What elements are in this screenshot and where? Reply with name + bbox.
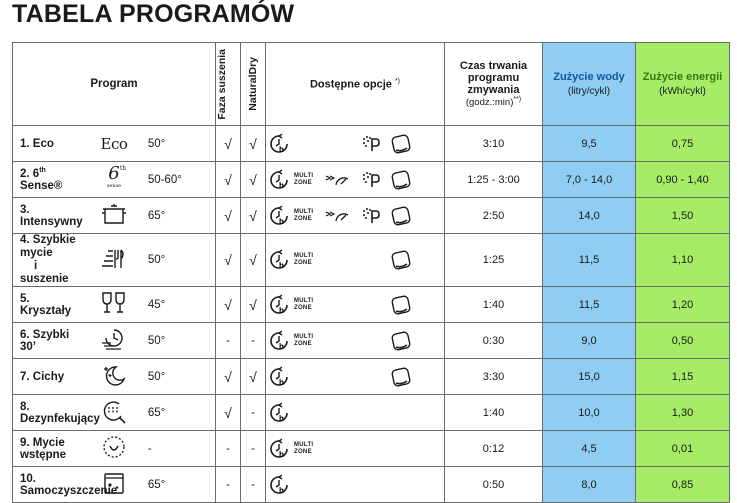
header-natural-dry: NaturalDry [241, 43, 266, 126]
delay-start-icon [268, 169, 290, 191]
program-name: 3. Intensywny [13, 198, 81, 234]
table-row [13, 126, 730, 162]
program-time: 1:25 [445, 234, 543, 287]
energy-value: 1,10 [636, 234, 730, 287]
faza-suszenia-value: - [216, 431, 241, 467]
multizone-icon: MULTI ZONE [294, 253, 314, 266]
tablet-icon [390, 133, 412, 155]
header-czas: Czas trwania programu zmywania (godz.:min)**) [445, 43, 543, 126]
options-cell [266, 323, 445, 359]
spray-power-icon [360, 133, 382, 155]
program-time: 1:40 [445, 395, 543, 431]
water-value: 15,0 [543, 359, 636, 395]
program-temp: 50° [148, 126, 216, 162]
options-cell [266, 126, 445, 162]
multizone-icon: MULTI ZONE [294, 172, 314, 186]
natural-dry-value: - [241, 395, 266, 431]
natural-dry-value: √ [241, 359, 266, 395]
program-temp: 65° [148, 467, 216, 503]
svg-text:h: h [279, 449, 284, 459]
table-row [13, 162, 730, 198]
program-temp: 50-60° [148, 162, 216, 198]
tablet-icon [390, 294, 412, 316]
header-faza-suszenia: Faza suszenia [216, 43, 241, 126]
program-name: 1. Eco [13, 126, 81, 162]
program-temp: - [148, 431, 216, 467]
program-time: 3:30 [445, 359, 543, 395]
eco-icon: Eco [80, 126, 148, 162]
prewash-icon [80, 431, 148, 467]
natural-dry-value: √ [241, 287, 266, 323]
faza-suszenia-value: - [216, 467, 241, 503]
sixth-sense-icon: 6 th sense [80, 162, 148, 198]
energy-value: 0,01 [636, 431, 730, 467]
energy-value: 1,30 [636, 395, 730, 431]
delay-start-icon [268, 438, 290, 460]
header-opcje: Dostępne opcje *) [266, 43, 445, 126]
natural-dry-value: √ [241, 162, 266, 198]
delay-start-icon [268, 294, 290, 316]
natural-dry-value: √ [241, 198, 266, 234]
tablet-icon [390, 366, 412, 388]
header-energia: Zużycie energii (kWh/cykl) [636, 43, 730, 126]
program-name: 4. Szybkie mycie i suszenie [13, 234, 81, 287]
program-name: 2. 6th Sense® [13, 162, 81, 198]
faza-suszenia-value: √ [216, 234, 241, 287]
water-value: 8,0 [543, 467, 636, 503]
options-cell [266, 287, 445, 323]
delay-start-icon [268, 366, 290, 388]
page-title: TABELA PROGRAMÓW [12, 0, 295, 28]
program-time: 3:10 [445, 126, 543, 162]
pot-icon [80, 198, 148, 234]
faza-suszenia-value: √ [216, 395, 241, 431]
multizone-icon: MULTI ZONE [294, 333, 314, 347]
program-time: 1:40 [445, 287, 543, 323]
delay-start-icon [268, 133, 290, 155]
program-name: 8. Dezynfekujący [13, 395, 81, 431]
options-cell [266, 431, 445, 467]
spray-power-icon [360, 169, 382, 191]
fast-wash-dry-icon [80, 234, 148, 287]
natural-dry-value: √ [241, 234, 266, 287]
water-value: 10,0 [543, 395, 636, 431]
water-value: 9,0 [543, 323, 636, 359]
options-cell [266, 162, 445, 198]
delay-start-icon [268, 474, 290, 496]
header-program: Program [13, 43, 216, 126]
program-table [12, 42, 730, 503]
program-temp: 50° [148, 359, 216, 395]
water-value: 11,5 [543, 234, 636, 287]
program-time: 0:30 [445, 323, 543, 359]
program-time: 0:12 [445, 431, 543, 467]
energy-value: 0,85 [636, 467, 730, 503]
glasses-icon [80, 287, 148, 323]
water-value: 7,0 - 14,0 [543, 162, 636, 198]
svg-text:h: h [279, 485, 284, 495]
program-time: 1:25 - 3:00 [445, 162, 543, 198]
delay-start-icon [268, 402, 290, 424]
tablet-icon [390, 330, 412, 352]
water-value: 4,5 [543, 431, 636, 467]
tablet-icon [390, 249, 412, 271]
table-row [13, 395, 730, 431]
svg-text:h: h [279, 413, 284, 423]
water-value: 14,0 [543, 198, 636, 234]
natural-dry-value: - [241, 431, 266, 467]
faza-suszenia-value: √ [216, 126, 241, 162]
options-cell [266, 467, 445, 503]
energy-value: 1,15 [636, 359, 730, 395]
table-row [13, 198, 730, 234]
table-row [13, 431, 730, 467]
program-name: 6. Szybki 30’ [13, 323, 81, 359]
delay-start-icon [268, 330, 290, 352]
svg-text:h: h [279, 305, 284, 315]
faza-suszenia-value: √ [216, 359, 241, 395]
table-row [13, 234, 730, 287]
svg-text:h: h [279, 216, 284, 226]
moon-icon [80, 359, 148, 395]
energy-value: 0,75 [636, 126, 730, 162]
delay-start-icon [268, 249, 290, 271]
program-time: 0:50 [445, 467, 543, 503]
program-temp: 45° [148, 287, 216, 323]
program-temp: 65° [148, 198, 216, 234]
power-wash-icon [324, 170, 350, 190]
options-cell [266, 234, 445, 287]
program-name: 9. Mycie wstępne [13, 431, 81, 467]
options-cell [266, 359, 445, 395]
faza-suszenia-value: √ [216, 162, 241, 198]
energy-value: 1,20 [636, 287, 730, 323]
delay-start-icon [268, 205, 290, 227]
power-wash-icon [324, 206, 350, 226]
water-value: 11,5 [543, 287, 636, 323]
energy-value: 0,50 [636, 323, 730, 359]
program-temp: 50° [148, 234, 216, 287]
table-row [13, 467, 730, 503]
natural-dry-value: - [241, 467, 266, 503]
table-header-row [13, 43, 730, 126]
svg-text:h: h [279, 341, 284, 351]
program-name: 10. Samoczyszczenie [13, 467, 81, 503]
table-row [13, 323, 730, 359]
energy-value: 1,50 [636, 198, 730, 234]
header-woda: Zużycie wody (litry/cykl) [543, 43, 636, 126]
multizone-icon: MULTI ZONE [294, 208, 314, 222]
multizone-icon: MULTI ZONE [294, 297, 314, 311]
tablet-icon [390, 169, 412, 191]
faza-suszenia-value: - [216, 323, 241, 359]
multizone-icon: MULTI ZONE [294, 441, 314, 455]
svg-text:h: h [279, 377, 284, 387]
table-row [13, 359, 730, 395]
program-temp: 50° [148, 323, 216, 359]
natural-dry-value: √ [241, 126, 266, 162]
program-time: 2:50 [445, 198, 543, 234]
faza-suszenia-value: √ [216, 198, 241, 234]
energy-value: 0,90 - 1,40 [636, 162, 730, 198]
program-temp: 65° [148, 395, 216, 431]
natural-dry-value: - [241, 323, 266, 359]
spray-power-icon [360, 205, 382, 227]
water-value: 9,5 [543, 126, 636, 162]
svg-text:h: h [279, 144, 284, 154]
options-cell [266, 198, 445, 234]
svg-text:h: h [279, 180, 284, 190]
quick30-icon [80, 323, 148, 359]
tablet-icon [390, 205, 412, 227]
options-cell [266, 395, 445, 431]
program-name: 5. Kryształy [13, 287, 81, 323]
program-name: 7. Cichy [13, 359, 81, 395]
faza-suszenia-value: √ [216, 287, 241, 323]
svg-text:h: h [279, 261, 284, 270]
table-row [13, 287, 730, 323]
